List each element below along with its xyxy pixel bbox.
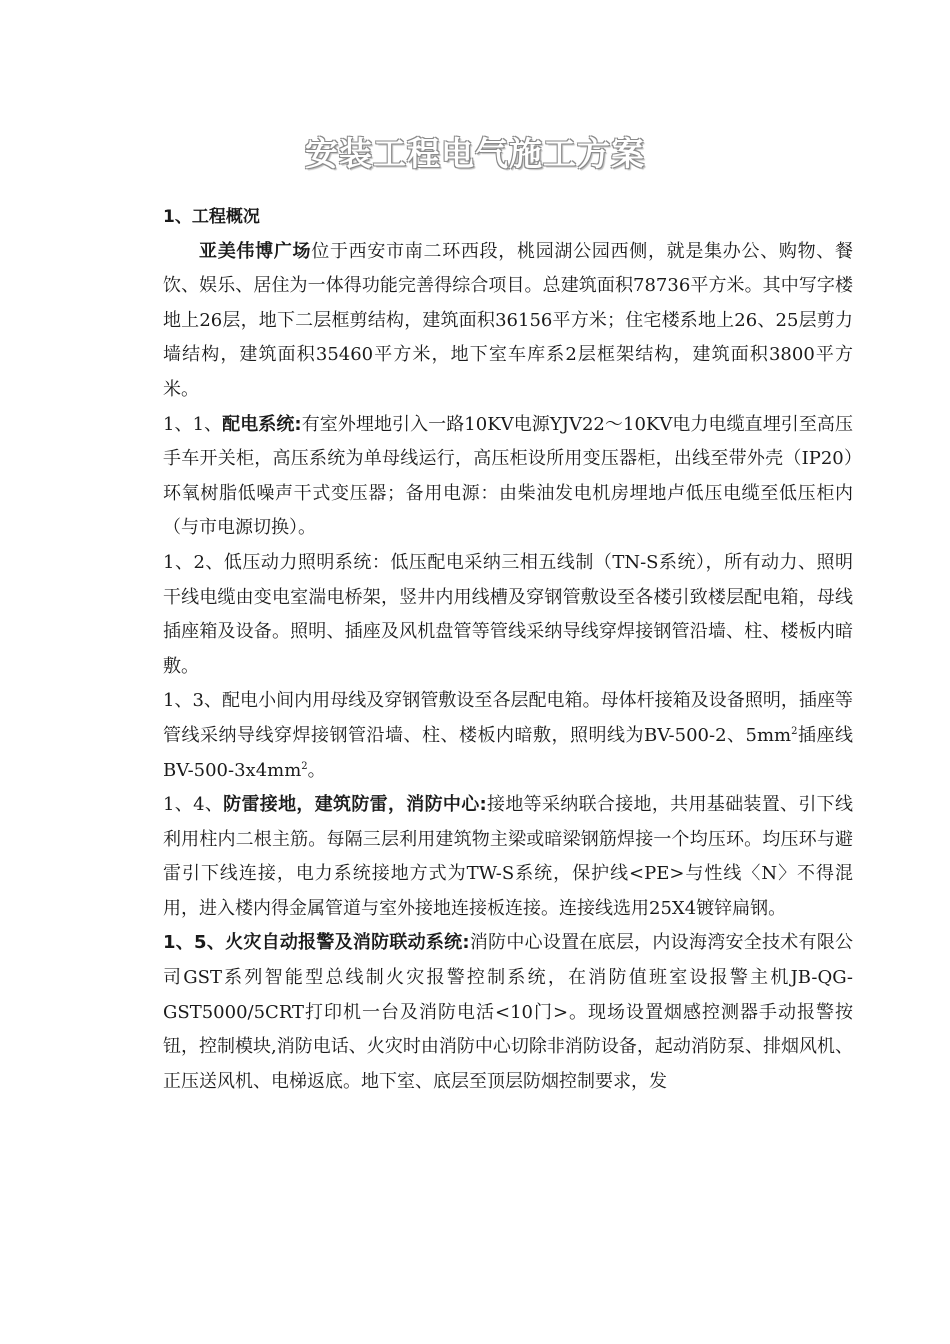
document-body xyxy=(163,200,853,1099)
item-text-b: 插座线BV-500-3x4mm xyxy=(163,724,853,781)
item-text: 接地等采纳联合接地，共用基础装置、引下线利用柱内二根主筋。每隔三层利用建筑物主梁或暗梁钢筋焊接一个均压环。均压环与避雷引下线连接，电力系统接地方式为TW-S系统，保护线<PE>与性线〈N〉不得混用，进入楼内得金属管道与室外接地连接板连接。连接线选用25X4镀锌扁钢。 xyxy=(163,794,853,919)
overview-text: 位于西安市南二环西段，桃园湖公园西侧，就是集办公、购物、餐饮、娱乐、居住为一体得功能完善得综合项目。总建筑面积78736平方米。其中写字楼地上26层，地下二层框剪结构，建筑面积36156平方米；住宅楼系地上26、25层剪力墙结构，建筑面积35460平方米，地下室车库系2层框架结构，建筑面积3800平方米。 xyxy=(163,240,854,400)
item-text-a: 1、3、配电小间内用母线及穿钢管敷设至各层配电箱。母体杆接箱及设备照明，插座等管线采纳导线穿焊接钢管沿墙、柱、楼板内暗敷，照明线为BV-500-2、5mm xyxy=(163,690,853,746)
superscript: 2 xyxy=(791,725,798,737)
project-name: 亚美伟博广场 xyxy=(199,240,312,262)
section-heading-overview: 1、工程概况 xyxy=(163,207,260,227)
paragraph-low-voltage-lighting: 1、2、低压动力照明系统：低压配电采纳三相五线制（TN-S系统），所有动力、照明干线电缆由变电室湍电桥架，竖井内用线槽及穿钢管敷设至各楼引致楼层配电箱，母线插座箱及设备。照明、插座及风机盘管等管线采纳导线穿焊接钢管沿墙、柱、楼板内暗敷。 xyxy=(163,551,853,677)
item-label: 配电系统: xyxy=(222,413,302,435)
item-number: 1、1、 xyxy=(163,413,223,435)
item-text: 消防中心设置在底层，内设海湾安全技术有限公司GST系列智能型总线制火灾报警控制系统，在消防值班室设报警主机JB-QG-GST5000/5CRT打印机一台及消防电活<10门>。现场设置烟感控测器手动报警按钮，控制模块,消防电话、火灾时由消防中心切除非消防设备，起动消防泵、排烟风机、正压送风机、电梯返底。地下室、底层至顶层防烟控制要求，发 xyxy=(163,932,853,1092)
document-title: 安装工程电气施工方案 xyxy=(305,134,645,173)
paragraph-power-distribution xyxy=(163,408,853,546)
item-label: 防雷接地，建筑防雷，消防中心: xyxy=(223,794,487,816)
paragraph-grounding xyxy=(163,788,853,926)
item-text-c: 。 xyxy=(307,759,326,781)
superscript: 2 xyxy=(301,760,308,772)
paragraph-overview xyxy=(163,235,853,408)
paragraph-fire-alarm xyxy=(163,926,853,1099)
item-label: 1、5、火灾自动报警及消防联动系统: xyxy=(163,932,470,954)
paragraph-distribution-room xyxy=(163,684,853,788)
item-text: 有室外埋地引入一路10KV电源YJV22～10KV电力电缆直埋引至高压手车开关柜，高压系统为单母线运行，高压柜设所用变压器柜，出线至带外壳（IP20）环氧树脂低噪声干式变压器；备用电源：由柴油发电机房埋地卢低压电缆至低压柜内（与市电源切换）。 xyxy=(163,413,853,539)
item-number: 1、4、 xyxy=(163,794,224,816)
